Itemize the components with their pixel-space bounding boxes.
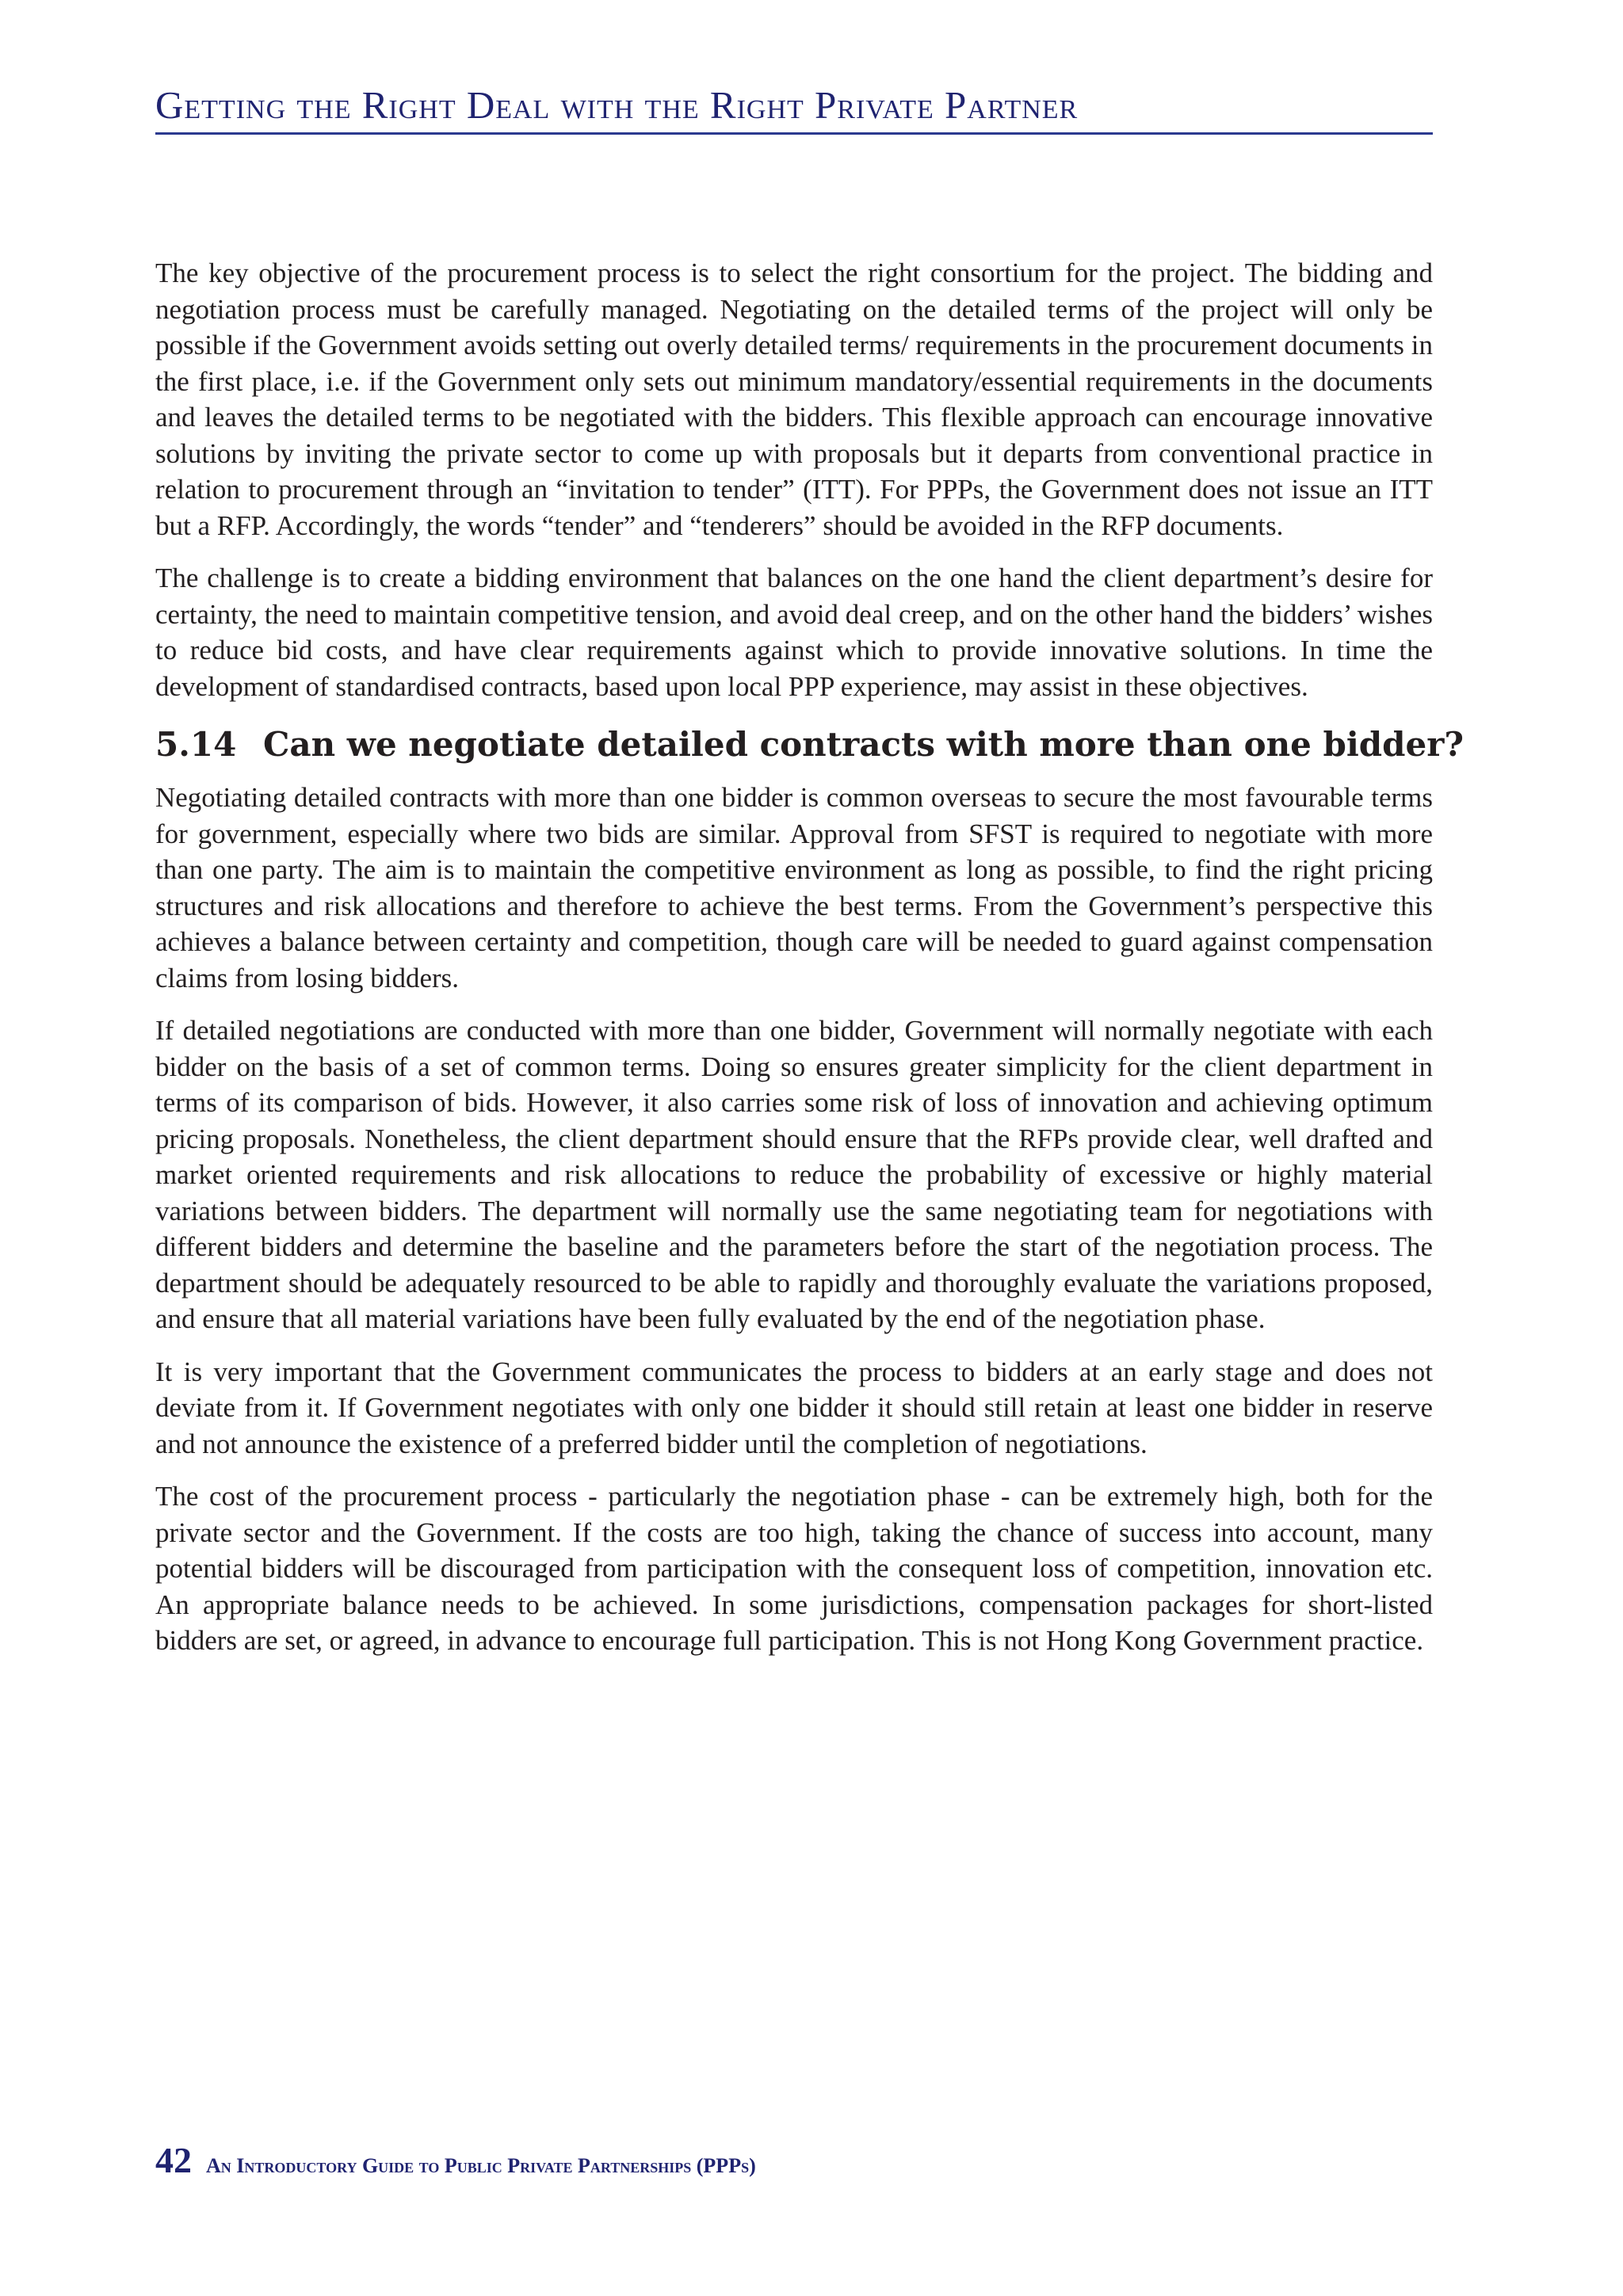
- section-paragraph-1: Negotiating detailed contracts with more than one bidder is common overseas to secure the most favourable terms for government, especially where two bids are similar. Approval from SFST is required to negotiate with more than one party. The aim is to maintain the competitive environment as long as possible, to find the right pricing structures and risk allocations and therefore to achieve the best terms. From the Government’s perspective this achieves a balance between certainty and competition, though care will be needed to guard against compensation claims from losing bidders.: [155, 782, 1433, 994]
- body-paragraph-2: The challenge is to create a bidding environment that balances on the one hand the client department’s desire for certainty, the need to maintain competitive tension, and avoid deal creep, and on the other hand the bidders’ wishes to reduce bid costs, and have clear requirements against which to provide innovative solutions. In time the development of standardised contracts, based upon local PPP experience, may assist in these objectives.: [155, 563, 1433, 702]
- section-title: Can we negotiate detailed contracts with more than one bidder?: [263, 725, 1464, 764]
- page-number: 42: [155, 2140, 192, 2180]
- body-paragraph-1: The key objective of the procurement process is to select the right consortium for the project. The bidding and negotiation process must be carefully managed. Negotiating on the detailed terms of the project will only be possible if the Government avoids setting out overly detailed terms/ requirements in the procurement documents in the first place, i.e. if the Government only sets out minimum mandatory/essential requirements in the documents and leaves the detailed terms to be negotiated with the bidders. This flexible approach can encourage innovative solutions by inviting the private sector to come up with proposals but it departs from conventional practice in relation to procurement through an “invitation to tender” (ITT). For PPPs, the Government does not issue an ITT but a RFP. Accordingly, the words “tender” and “tenderers” should be avoided in the RFP documents.: [155, 257, 1433, 541]
- running-header-title: Getting the Right Deal with the Right Private Partner: [155, 83, 1079, 127]
- section-paragraph-2: If detailed negotiations are conducted with more than one bidder, Government will normally negotiate with each bidder on the basis of a set of common terms. Doing so ensures greater simplicity for the client department in terms of its comparison of bids. However, it also carries some risk of loss of innovation and achieving optimum pricing proposals. Nonetheless, the client department should ensure that the RFPs provide clear, well drafted and market oriented requirements and risk allocations to reduce the probability of excessive or highly material variations between bidders. The department will normally use the same negotiating team for negotiations with different bidders and determine the baseline and the parameters before the start of the negotiation process. The department should be adequately resourced to be able to rapidly and thoroughly evaluate the variations proposed, and ensure that all material variations have been fully evaluated by the end of the negotiation phase.: [155, 1015, 1433, 1334]
- page-body: [155, 255, 1464, 1676]
- section-paragraph-3: It is very important that the Government communicates the process to bidders at an early stage and does not deviate from it. If Government negotiates with only one bidder it should still retain at least one bidder in reserve and not announce the existence of a preferred bidder until the completion of negotiations.: [155, 1356, 1433, 1459]
- footer-publication-title: An Introductory Guide to Public Private Partnerships (PPPs): [206, 2154, 756, 2177]
- section-heading: [155, 721, 1464, 769]
- section-paragraph-4: The cost of the procurement process - particularly the negotiation phase - can be extremely high, both for the private sector and the Government. If the costs are too high, taking the chance of success into account, many potential bidders will be discouraged from participation with the consequent loss of competition, innovation etc. An appropriate balance needs to be achieved. In some jurisdictions, compensation packages for short-listed bidders are set, or agreed, in advance to encourage full participation. This is not Hong Kong Government practice.: [155, 1481, 1433, 1656]
- section-number: 5.14: [155, 725, 237, 764]
- running-header: [155, 84, 1433, 135]
- page-footer: [155, 2139, 756, 2187]
